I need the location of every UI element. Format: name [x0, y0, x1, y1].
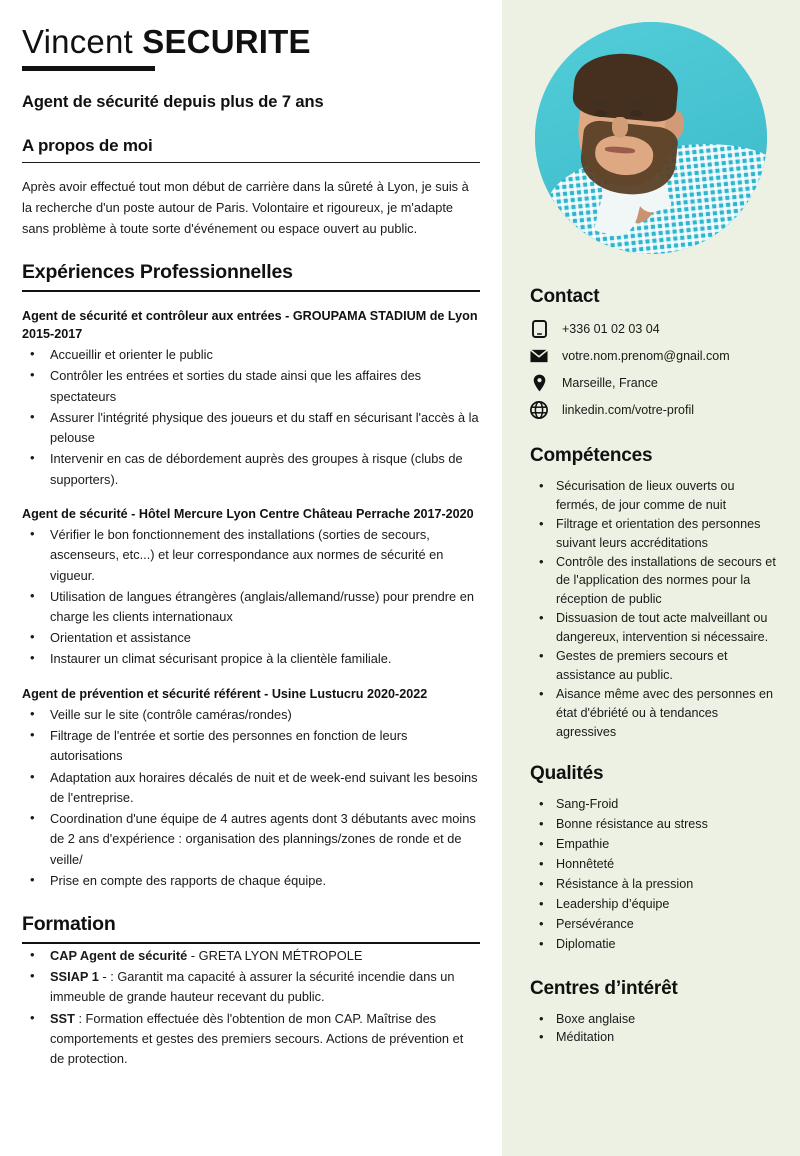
qualites-list — [530, 795, 778, 953]
list-item: • Veille sur le site (contrôle caméras/rondes) — [22, 705, 480, 725]
experience-entry-title: Agent de prévention et sécurité référent - Usine Lustucru 2020-2022 — [22, 686, 428, 701]
experience-entry-bullets — [22, 705, 480, 891]
list-item: • Sécurisation de lieux ouverts ou fermés, de jour comme de nuit — [530, 477, 778, 515]
list-item: • Intervenir en cas de débordement auprès des groupes à risque (clubs de supporters). — [22, 449, 480, 489]
list-item: • Filtrage et orientation des personnes suivant leurs accréditations — [530, 515, 778, 553]
contact-value: votre.nom.prenom@gnail.com — [562, 348, 730, 363]
tagline: Agent de sécurité depuis plus de 7 ans — [22, 93, 324, 112]
experience-list — [22, 308, 480, 891]
formation-item-title: CAP Agent de sécurité — [50, 947, 188, 963]
globe-icon — [530, 401, 548, 419]
list-item: • Honnêteté — [530, 855, 778, 874]
list-item: • Contrôler les entrées et sorties du stade ainsi que les affaires des spectateurs — [22, 366, 480, 406]
about-divider — [22, 162, 480, 163]
list-item: • Boxe anglaise — [530, 1010, 778, 1029]
contact-value: Marseille, France — [562, 375, 658, 390]
name-block — [22, 20, 480, 71]
competences-list — [530, 477, 778, 741]
list-item: • Sang-Froid — [530, 795, 778, 814]
list-item: • Diplomatie — [530, 935, 778, 954]
contact-row[interactable] — [530, 374, 778, 392]
list-item: • Aisance même avec des personnes en état d'ébriété ou à tendances agressives — [530, 685, 778, 742]
list-item: • Leadership d’équipe — [530, 895, 778, 914]
experience-entry-title: Agent de sécurité et contrôleur aux entrées - GROUPAMA STADIUM de Lyon 2015-2017 — [22, 309, 478, 341]
formation-item-detail: : Formation effectuée dès l'obtention de mon CAP. Maîtrise des comportements et gestes des premiers secours. Actions de prévention et de protection. — [50, 1010, 464, 1067]
list-item — [22, 946, 480, 966]
sidebar-column — [502, 0, 800, 1156]
experience-entry — [22, 308, 480, 489]
centres-heading: Centres d’intérêt — [530, 977, 678, 999]
contact-row[interactable] — [530, 320, 778, 338]
avatar-brow-right — [625, 100, 646, 106]
list-item: • Orientation et assistance — [22, 628, 480, 648]
column-divider — [500, 0, 502, 1156]
list-item: • Persévérance — [530, 915, 778, 934]
list-item: • Assurer l'intégrité physique des joueurs et du staff en sécurisant l'accès à la pelouse — [22, 408, 480, 448]
list-item: • Vérifier le bon fonctionnement des installations (sorties de secours, ascenseurs, etc...) et leur correspondance aux normes de sécurité en vigueur. — [22, 525, 480, 586]
list-item: • Dissuasion de tout acte malveillant ou dangereux, intervention si nécessaire. — [530, 609, 778, 647]
list-item: • Résistance à la pression — [530, 875, 778, 894]
experience-entry — [22, 686, 480, 891]
list-item: • Accueillir et orienter le public — [22, 345, 480, 365]
experience-divider — [22, 290, 480, 292]
map-pin-icon — [530, 374, 548, 392]
centres-list — [530, 1010, 778, 1048]
last-name: SECURITE — [142, 23, 311, 60]
formation-heading: Formation — [22, 912, 116, 935]
experience-heading: Expériences Professionnelles — [22, 261, 293, 284]
list-item — [22, 967, 480, 1007]
competences-heading: Compétences — [530, 445, 653, 466]
sidebar-content — [502, 286, 800, 1047]
contact-row[interactable] — [530, 347, 778, 365]
list-item: • Contrôle des installations de secours et de l'application des normes pour la réception de public — [530, 553, 778, 610]
contact-value: +336 01 02 03 04 — [562, 321, 660, 336]
list-item: • Utilisation de langues étrangères (anglais/allemand/russe) pour prendre en charge les clients internationaux — [22, 587, 480, 627]
list-item: • Filtrage de l'entrée et sortie des personnes en fonction de leurs autorisations — [22, 726, 480, 766]
formation-item-detail: - : Garantit ma capacité à assurer la sécurité incendie dans un immeuble de grande hauteur recevant du public. — [50, 969, 455, 1005]
formation-item-detail: - GRETA LYON MÉTROPOLE — [187, 947, 363, 963]
list-item: • Gestes de premiers secours et assistance au public. — [530, 647, 778, 685]
list-item: • Instaurer un climat sécurisant propice à la clientèle familiale. — [22, 649, 480, 669]
list-item: • Empathie — [530, 835, 778, 854]
formation-divider — [22, 942, 480, 944]
experience-entry-title: Agent de sécurité - Hôtel Mercure Lyon Centre Château Perrache 2017-2020 — [22, 506, 474, 521]
avatar-nose — [612, 117, 628, 138]
qualites-heading: Qualités — [530, 763, 604, 785]
envelope-icon — [530, 347, 548, 365]
formation-item-title: SSIAP 1 — [50, 969, 99, 985]
about-text: Après avoir effectué tout mon début de carrière dans la sûreté à Lyon, je suis à la recherche d'un poste autour de Paris. Volontaire et rigoureux, je m'adapte sans problème à toute sorte d'événement ou espace ouvert au public. — [22, 179, 469, 236]
first-name: Vincent — [22, 23, 133, 60]
contact-value: linkedin.com/votre-profil — [562, 402, 694, 417]
name-underline — [22, 66, 155, 71]
formation-list — [22, 946, 480, 1069]
contact-list — [530, 320, 778, 419]
experience-entry — [22, 506, 480, 670]
page-title — [22, 24, 480, 60]
list-item: • Prise en compte des rapports de chaque équipe. — [22, 871, 480, 891]
list-item: • Coordination d'une équipe de 4 autres agents dont 3 débutants avec moins de 2 ans d'expérience : organisation des plannings/zones de ronde et de veille/ — [22, 809, 480, 870]
contact-row[interactable] — [530, 401, 778, 419]
list-item — [22, 1009, 480, 1070]
list-item: • Bonne résistance au stress — [530, 815, 778, 834]
experience-entry-bullets — [22, 345, 480, 490]
avatar — [535, 22, 767, 254]
experience-entry-bullets — [22, 525, 480, 670]
list-item: • Adaptation aux horaires décalés de nuit et de week-end suivant les besoins de l'entreprise. — [22, 768, 480, 808]
list-item: • Méditation — [530, 1028, 778, 1047]
about-heading: A propos de moi — [22, 136, 153, 156]
contact-heading: Contact — [530, 286, 600, 307]
phone-icon — [530, 320, 548, 338]
formation-item-title: SST — [50, 1010, 75, 1026]
